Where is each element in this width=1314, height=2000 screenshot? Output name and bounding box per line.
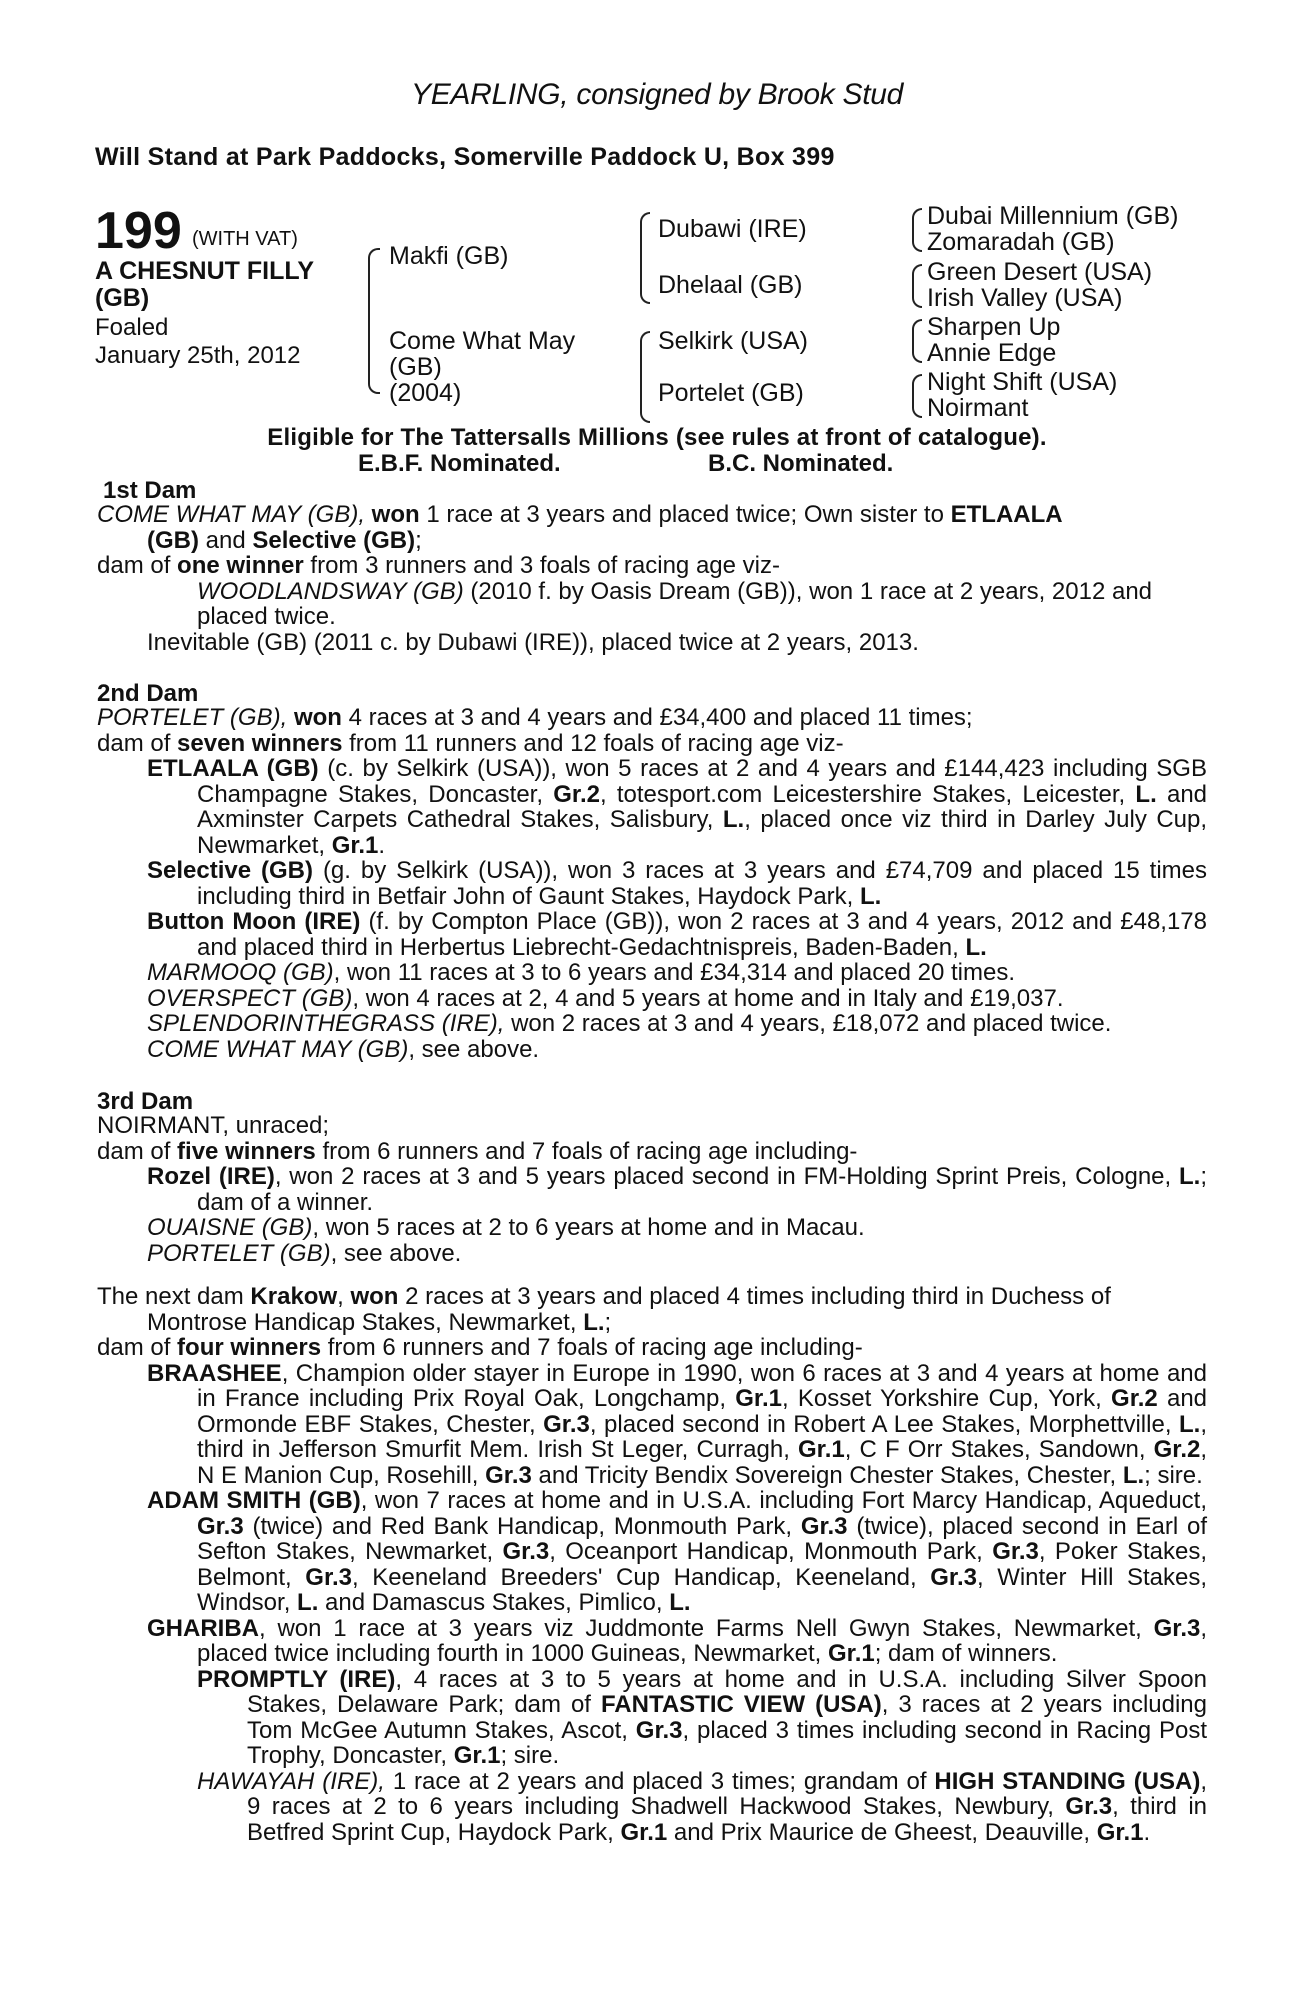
progeny-name: ETLAALA (GB): [147, 755, 319, 782]
pedigree-brace: [640, 331, 650, 423]
text: 2 races at 3 years and placed 4 times including third in Duchess of Montrose Handicap Stakes, Newmarket,: [147, 1283, 1111, 1336]
progeny-entry: [97, 756, 1207, 858]
progeny-name: Rozel (IRE): [147, 1163, 275, 1190]
progeny-entry: [97, 630, 1207, 656]
winners-count: four winners: [177, 1334, 322, 1361]
progeny-text: , placed 3 times including second in Racing Post Trophy, Doncaster,: [247, 1716, 1207, 1769]
text: from 3 runners and 3 foals of racing age viz-: [310, 552, 780, 579]
grade: L.: [583, 1308, 605, 1336]
granddam-1: Zomaradah (GB): [927, 228, 1115, 256]
grade: Gr.1: [798, 1436, 845, 1463]
grandsire-4: Night Shift (USA): [927, 368, 1118, 396]
progeny-text: , won 11 races at 3 to 6 years and £34,314 and placed 20 times.: [333, 959, 1015, 986]
won-label: won: [371, 501, 420, 528]
text: from 6 runners and 7 foals of racing age including-: [322, 1137, 858, 1165]
progeny-text: , totesport.com Leicestershire Stakes, Leicester,: [599, 780, 1126, 808]
grade: Gr.1: [620, 1818, 668, 1846]
second-dam-text: [97, 705, 1207, 1062]
progeny-name: GHARIBA: [147, 1614, 259, 1642]
lot-description-line1: A CHESNUT FILLY: [95, 257, 314, 285]
winners-count: five winners: [177, 1137, 316, 1165]
progeny-name: OVERSPECT (GB): [147, 984, 353, 1012]
next-dam-text: [97, 1284, 1207, 1845]
third-dam-line2: [97, 1139, 1207, 1165]
progeny-text: , Poker Stakes, Belmont,: [197, 1538, 1207, 1591]
progeny-text: , placed second in Robert A Lee Stakes, Morphettville,: [589, 1410, 1172, 1438]
third-dam-heading: 3rd Dam: [97, 1088, 194, 1115]
grade: L.: [1135, 780, 1157, 808]
progeny-entry: [97, 986, 1207, 1012]
pedigree-brace: [640, 212, 650, 304]
ebf-nominated: E.B.F. Nominated.: [358, 450, 561, 477]
progeny-text: and Prix Maurice de Gheest, Deauville,: [673, 1818, 1091, 1846]
dam-dam: Portelet (GB): [658, 379, 804, 407]
pedigree-brace: [912, 374, 922, 418]
eligibility-line: Eligible for The Tattersalls Millions (see rules at front of catalogue).: [267, 424, 1047, 451]
progeny-name: BRAASHEE: [147, 1359, 282, 1387]
grade: Gr.1: [735, 1385, 782, 1412]
progeny-text: , see above.: [330, 1239, 462, 1267]
progeny-entry: [97, 1361, 1207, 1489]
grade: Gr.1: [828, 1640, 875, 1667]
granddam-2: Irish Valley (USA): [927, 284, 1123, 312]
progeny-text: , won 1 race at 3 years viz Juddmonte Farms Nell Gwyn Stakes, Newmarket,: [259, 1614, 1142, 1642]
grade: L.: [669, 1589, 691, 1616]
progeny-text: , see above.: [408, 1035, 540, 1063]
progeny-name: HIGH STANDING (USA): [934, 1767, 1201, 1795]
grade: Gr.3: [1065, 1793, 1113, 1820]
grade: Gr.3: [502, 1538, 550, 1565]
grade: Gr.1: [453, 1742, 501, 1769]
first-dam-line1: [97, 502, 1207, 528]
progeny-text: , 3 races at 2 years including Tom McGee Autumn Stakes, Ascot,: [247, 1691, 1207, 1744]
winners-count: seven winners: [177, 729, 343, 757]
progeny-entry: [97, 1037, 1207, 1063]
grade: L.: [297, 1589, 319, 1616]
text: from 6 runners and 7 foals of racing age including-: [327, 1334, 863, 1361]
granddam-4: Noirmant: [927, 394, 1029, 422]
third-dam-text: [97, 1113, 1207, 1266]
granddam-3: Annie Edge: [927, 339, 1057, 367]
grade: L.: [722, 806, 745, 833]
progeny-text: ; sire.: [500, 1742, 560, 1769]
next-dam-line2: [97, 1335, 1207, 1361]
grade: Gr.2: [553, 780, 600, 808]
lot-description: [95, 258, 314, 312]
progeny-entry: [97, 960, 1207, 986]
progeny-name: Button Moon (IRE): [147, 908, 361, 935]
foaled-date: January 25th, 2012: [95, 342, 301, 369]
grandsire-1: Dubai Millennium (GB): [927, 202, 1179, 230]
progeny-name: PORTELET (GB): [147, 1239, 331, 1267]
progeny-text: ; dam of winners.: [874, 1640, 1058, 1667]
progeny-entry: [97, 1215, 1207, 1241]
second-dam-line2: [97, 731, 1207, 757]
location-line: Will Stand at Park Paddocks, Somerville Paddock U, Box 399: [95, 143, 835, 171]
progeny-text: , Kosset Yorkshire Cup, York,: [781, 1385, 1102, 1412]
progeny-entry: [97, 1164, 1207, 1215]
progeny-entry: [97, 1667, 1207, 1769]
grade: Gr.3: [197, 1512, 244, 1540]
progeny-entry: [97, 1488, 1207, 1616]
winners-count: one winner: [177, 552, 304, 579]
dam-line3: (2004): [389, 379, 462, 407]
dam-line1: Come What May: [389, 327, 576, 355]
progeny-text: , won 7 races at home and in U.S.A. including Fort Marcy Handicap, Aqueduct,: [360, 1487, 1208, 1514]
progeny-name: HAWAYAH (IRE),: [197, 1767, 385, 1795]
progeny-text: , 4 races at 3 to 5 years at home and in U.S.A. including Silver Spoon Stakes, Delaware Park; dam of: [247, 1665, 1208, 1718]
second-dam-heading: 2nd Dam: [97, 680, 199, 707]
grandsire-3: Sharpen Up: [927, 313, 1061, 341]
dam-sire: Selkirk (USA): [658, 327, 809, 355]
grade: Gr.1: [331, 831, 379, 859]
lot-description-line2: (GB): [95, 284, 150, 312]
grade: Gr.3: [635, 1716, 683, 1744]
progeny-text: , third in Jefferson Smurfit Mem. Irish St Leger, Curragh,: [197, 1410, 1207, 1463]
grandsire-2: Green Desert (USA): [927, 258, 1153, 286]
grade: Gr.2: [1153, 1436, 1201, 1463]
next-dam-line1: The next dam Krakow, won 2 races at 3 years and placed 4 times including third in Duchess of Montrose Handicap Stakes, Newmarket, L.;: [97, 1283, 1111, 1336]
progeny-text: 1 race at 2 years and placed 3 times; grandam of: [392, 1767, 927, 1795]
progeny-text: won 2 races at 3 and 4 years, £18,072 and placed twice.: [511, 1010, 1112, 1037]
progeny-name: FANTASTIC VIEW (USA): [600, 1691, 882, 1718]
progeny-text: , Keeneland Breeders' Cup Handicap, Keeneland,: [351, 1563, 917, 1591]
progeny-text: , third in Betfred Sprint Cup, Haydock Park,: [247, 1793, 1208, 1846]
horse-name: (GB): [147, 526, 199, 554]
first-dam-heading: 1st Dam: [103, 477, 197, 504]
first-dam-line3: [97, 553, 1207, 579]
progeny-text: and Damascus Stakes, Pimlico,: [325, 1589, 663, 1616]
progeny-name: WOODLANDSWAY (GB): [197, 577, 464, 605]
progeny-text: ; dam of a winner.: [197, 1163, 1208, 1216]
progeny-text: , Champion older stayer in Europe in 1990, won 6 races at 3 and 4 years at home and in France including Prix Royal Oak, Longchamp,: [197, 1359, 1207, 1412]
sire-dam: Dhelaal (GB): [658, 271, 803, 299]
pedigree-brace: [912, 208, 922, 252]
dam-name: PORTELET (GB),: [97, 704, 288, 731]
progeny-name: MARMOOQ (GB): [147, 959, 334, 986]
text: from 11 runners and 12 foals of racing age viz-: [349, 729, 844, 757]
progeny-text: , 9 races at 2 to 6 years including Shadwell Hackwood Stakes, Newbury,: [247, 1767, 1208, 1820]
bc-nominated: B.C. Nominated.: [708, 450, 894, 477]
sire: Makfi (GB): [389, 242, 509, 270]
grade: L.: [965, 933, 987, 961]
third-dam-line1: NOIRMANT, unraced;: [97, 1112, 330, 1139]
progeny-text: (g. by Selkirk (USA)), won 3 races at 3 years and £74,709 and placed 15 times including third in Betfair John of Gaunt Stakes, Haydock Park,: [197, 857, 1207, 910]
progeny-entry: [97, 858, 1207, 909]
won-label: won: [293, 704, 342, 731]
progeny-text: and Ormonde EBF Stakes, Chester,: [197, 1385, 1208, 1438]
dam-name: COME WHAT MAY (GB),: [97, 501, 365, 528]
grade: L.: [1179, 1410, 1201, 1438]
progeny-text: , Oceanport Handicap, Monmouth Park,: [549, 1538, 983, 1565]
grade: Gr.3: [305, 1563, 352, 1591]
progeny-entry: [97, 1616, 1207, 1667]
progeny-text: (c. by Selkirk (USA)), won 5 races at 2 and 4 years and £144,423 including SGB Champagne Stakes, Doncaster,: [197, 755, 1207, 808]
pedigree-brace: [368, 248, 380, 394]
progeny-text: , N E Manion Cup, Rosehill,: [197, 1436, 1208, 1489]
dam-name: Krakow: [250, 1283, 338, 1310]
progeny-text: and Axminster Carpets Cathedral Stakes, Salisbury,: [197, 780, 1208, 833]
progeny-text: , placed twice including fourth in 1000 Guineas, Newmarket,: [197, 1614, 1208, 1667]
foaled-info: [95, 314, 301, 370]
horse-name: Selective (GB): [252, 526, 416, 554]
won-label: won: [350, 1283, 399, 1310]
progeny-text: , won 5 races at 2 to 6 years at home and in Macau.: [312, 1214, 865, 1241]
grade: Gr.1: [1096, 1818, 1144, 1846]
progeny-text: Inevitable (GB) (2011 c. by Dubawi (IRE)), placed twice at 2 years, 2013.: [147, 628, 919, 656]
progeny-text: , placed once viz third in Darley July Cup, Newmarket,: [197, 806, 1208, 859]
progeny-text: , won 2 races at 3 and 5 years placed second in FM-Holding Sprint Preis, Cologne,: [274, 1163, 1172, 1190]
pedigree-brace: [912, 264, 922, 308]
sire-sire: Dubawi (IRE): [658, 215, 807, 243]
progeny-text: , Winter Hill Stakes, Windsor,: [197, 1563, 1208, 1616]
grade: Gr.3: [930, 1563, 977, 1591]
text: 4 races at 3 and 4 years and £34,400 and placed 11 times;: [348, 704, 973, 731]
progeny-entry: [97, 1011, 1207, 1037]
text: dam of: [97, 1334, 171, 1361]
text: and: [205, 526, 246, 554]
grade: Gr.3: [800, 1512, 848, 1540]
foaled-label: Foaled: [95, 314, 169, 341]
text: The next dam: [97, 1283, 244, 1310]
first-dam-line2: [97, 528, 1207, 554]
grade: L.: [1179, 1163, 1201, 1190]
vat-note: (WITH VAT): [192, 228, 298, 250]
grade: L.: [1122, 1461, 1145, 1489]
text: ;: [604, 1308, 612, 1336]
progeny-text: ; sire.: [1144, 1461, 1203, 1489]
progeny-name: OUAISNE (GB): [147, 1214, 313, 1241]
progeny-entry: [97, 909, 1207, 960]
progeny-entry: [97, 1241, 1207, 1267]
lot-number: 199: [95, 202, 182, 260]
progeny-entry: [97, 579, 1207, 630]
grade: Gr.2: [1111, 1385, 1158, 1412]
progeny-text: , C F Orr Stakes, Sandown,: [844, 1436, 1146, 1463]
pedigree-brace: [912, 319, 922, 363]
progeny-text: and Tricity Bendix Sovereign Chester Stakes, Chester,: [538, 1461, 1117, 1489]
progeny-name: Selective (GB): [147, 857, 313, 884]
progeny-name: ADAM SMITH (GB): [147, 1487, 361, 1514]
grade: L.: [860, 882, 882, 910]
text: 1 race at 3 years and placed twice; Own sister to: [426, 501, 944, 528]
progeny-name: COME WHAT MAY (GB): [147, 1035, 409, 1063]
second-dam-line1: [97, 705, 1207, 731]
text: ;: [415, 526, 422, 554]
progeny-text: , won 4 races at 2, 4 and 5 years at home and in Italy and £19,037.: [352, 984, 1064, 1012]
horse-name: ETLAALA: [950, 501, 1063, 528]
grade: Gr.3: [992, 1538, 1039, 1565]
dam-line2: (GB): [389, 353, 442, 381]
text: dam of: [97, 552, 171, 579]
progeny-text: (f. by Compton Place (GB)), won 2 races at 3 and 4 years, 2012 and £48,178 and placed third in Herbertus Liebrecht-Gedachtnispreis, Baden-Baden,: [197, 908, 1207, 961]
progeny-text: (twice), placed second in Earl of Sefton Stakes, Newmarket,: [197, 1512, 1208, 1565]
progeny-text: .: [1143, 1818, 1151, 1846]
grade: Gr.3: [1153, 1614, 1201, 1642]
text: dam of: [97, 1137, 171, 1165]
text: dam of: [97, 729, 171, 757]
progeny-name: PROMPTLY (IRE): [197, 1665, 396, 1693]
first-dam-text: [97, 502, 1207, 655]
grade: Gr.3: [485, 1461, 532, 1489]
progeny-text: (2010 f. by Oasis Dream (GB)), won 1 race at 2 years, 2012 and placed twice.: [197, 577, 1153, 630]
progeny-text: .: [378, 831, 386, 859]
progeny-name: SPLENDORINTHEGRASS (IRE),: [147, 1010, 505, 1037]
grade: Gr.3: [543, 1410, 590, 1438]
progeny-text: (twice) and Red Bank Handicap, Monmouth Park,: [252, 1512, 793, 1540]
page-title: YEARLING, consigned by Brook Stud: [410, 78, 904, 111]
progeny-entry: [97, 1769, 1207, 1846]
